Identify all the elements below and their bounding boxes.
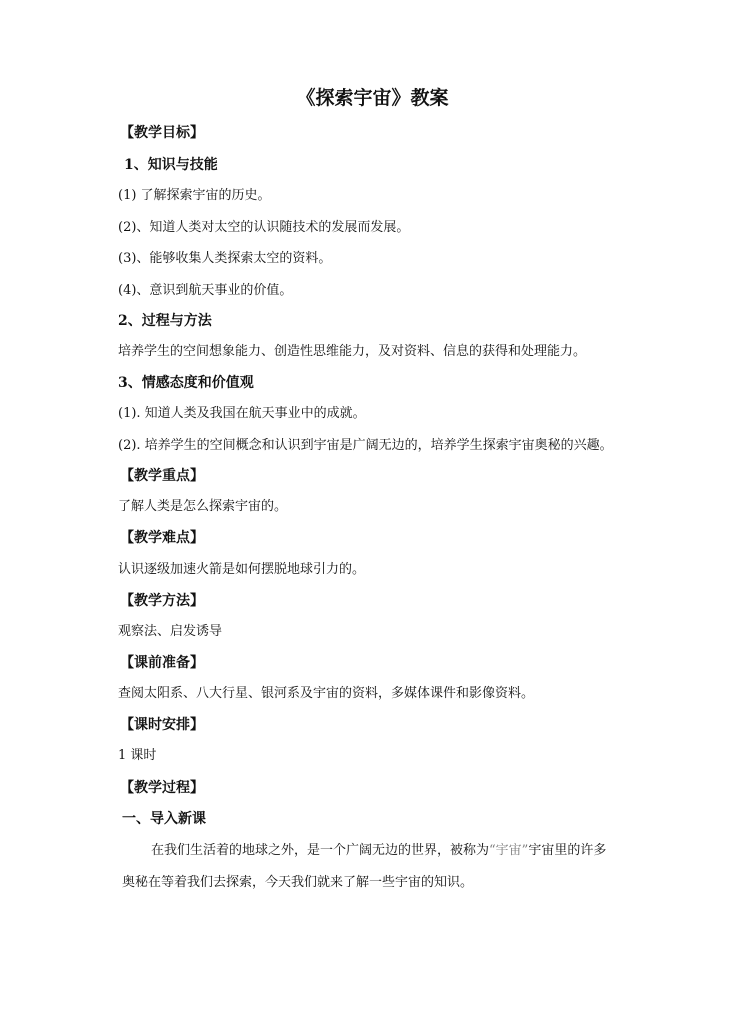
objective-item: (1) 了解探索宇宙的历史。 — [118, 188, 271, 203]
emotion-item: (1). 知道人类及我国在航天事业中的成就。 — [118, 406, 366, 421]
subheading-knowledge: 1、知识与技能 — [124, 157, 218, 173]
section-heading-schedule: 【课时安排】 — [120, 717, 204, 733]
schedule-text: 1 课时 — [118, 748, 157, 763]
preparation-text: 查阅太阳系、八大行星、银河系及宇宙的资料，多媒体课件和影像资料。 — [118, 686, 535, 701]
objective-item: (2)、知道人类对太空的认识随技术的发展而发展。 — [118, 220, 410, 235]
difficulties-text: 认识逐级加速火箭是如何摆脱地球引力的。 — [118, 562, 366, 577]
section-heading-methods: 【教学方法】 — [120, 593, 204, 609]
section-heading-preparation: 【课前准备】 — [120, 655, 204, 671]
introduction-paragraph-line2: 奥秘在等着我们去探索，今天我们就来了解一些宇宙的知识。 — [122, 875, 474, 890]
methods-text: 观察法、启发诱导 — [118, 624, 223, 639]
objective-item: (3)、能够收集人类探索太空的资料。 — [118, 251, 332, 266]
intro-text-b: 宇宙里的许多 — [528, 843, 607, 858]
section-heading-key-points: 【教学重点】 — [120, 468, 204, 484]
intro-text-a: 在我们生活着的地球之外，是一个广阔无边的世界，被称为 — [151, 843, 490, 858]
subheading-introduction: 一、导入新课 — [122, 811, 206, 827]
intro-quote-universe: “宇宙” — [489, 843, 529, 858]
introduction-paragraph-line1 — [151, 842, 606, 860]
document-title: 《探索宇宙》教案 — [296, 87, 449, 109]
key-points-text: 了解人类是怎么探索宇宙的。 — [118, 499, 288, 514]
section-heading-objectives: 【教学目标】 — [120, 125, 204, 141]
process-text: 培养学生的空间想象能力、创造性思维能力，及对资料、信息的获得和处理能力。 — [118, 344, 587, 359]
emotion-item: (2). 培养学生的空间概念和认识到宇宙是广阔无边的，培养学生探索宇宙奥秘的兴趣。 — [118, 438, 613, 453]
section-heading-teaching-process: 【教学过程】 — [120, 780, 204, 796]
subheading-emotion: 3、情感态度和价值观 — [118, 375, 254, 391]
section-heading-difficulties: 【教学难点】 — [120, 530, 204, 546]
subheading-process: 2、过程与方法 — [118, 313, 212, 329]
objective-item: (4)、意识到航天事业的价值。 — [118, 283, 293, 298]
